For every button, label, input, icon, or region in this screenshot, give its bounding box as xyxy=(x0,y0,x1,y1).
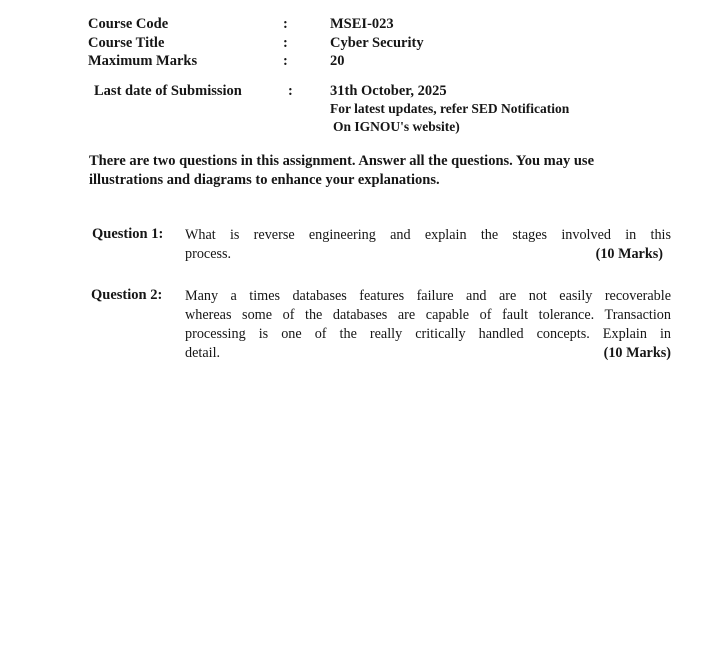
max-marks-value: 20 xyxy=(330,53,345,69)
max-marks-label: Maximum Marks xyxy=(88,53,198,69)
question-2-line4: detail. xyxy=(185,345,221,361)
question-1-line1: What is reverse engineering and explain the stages involved in this xyxy=(185,227,671,243)
instructions-line1: There are two questions in this assignment. Answer all the questions. You may use xyxy=(89,153,595,169)
course-code-value: MSEI-023 xyxy=(330,16,394,32)
question-1-line2: process. xyxy=(185,246,232,262)
question-2-line3: processing is one of the really critically handled concepts. Explain in xyxy=(185,326,671,342)
max-marks-separator: : xyxy=(283,53,288,69)
question-2-line1: Many a times databases features failure and are not easily recoverable xyxy=(185,288,671,304)
course-title-separator: : xyxy=(283,35,288,51)
question-2-text xyxy=(185,287,671,363)
question-1-last-row xyxy=(185,245,671,264)
question-2-label: Question 2: xyxy=(91,287,163,303)
course-title-label: Course Title xyxy=(88,35,165,51)
course-code-separator: : xyxy=(283,16,288,32)
assignment-instructions xyxy=(89,152,679,190)
last-date-value: 31th October, 2025 xyxy=(330,83,447,99)
update-note-line1: For latest updates, refer SED Notification xyxy=(330,101,570,116)
question-1-label: Question 1: xyxy=(92,226,164,242)
last-date-separator: : xyxy=(288,83,293,99)
question-1-marks: (10 Marks) xyxy=(595,246,663,262)
question-2-marks: (10 Marks) xyxy=(603,345,671,361)
course-code-label: Course Code xyxy=(88,16,169,32)
question-2-last-row xyxy=(185,344,671,363)
last-date-label: Last date of Submission xyxy=(94,83,242,99)
instructions-line2: illustrations and diagrams to enhance your explanations. xyxy=(89,172,440,188)
question-1-text xyxy=(185,226,671,264)
course-title-value: Cyber Security xyxy=(330,35,424,51)
update-note-line2: On IGNOU's website) xyxy=(333,119,460,134)
question-2-line2: whereas some of the databases are capable of fault tolerance. Transaction xyxy=(185,307,671,323)
